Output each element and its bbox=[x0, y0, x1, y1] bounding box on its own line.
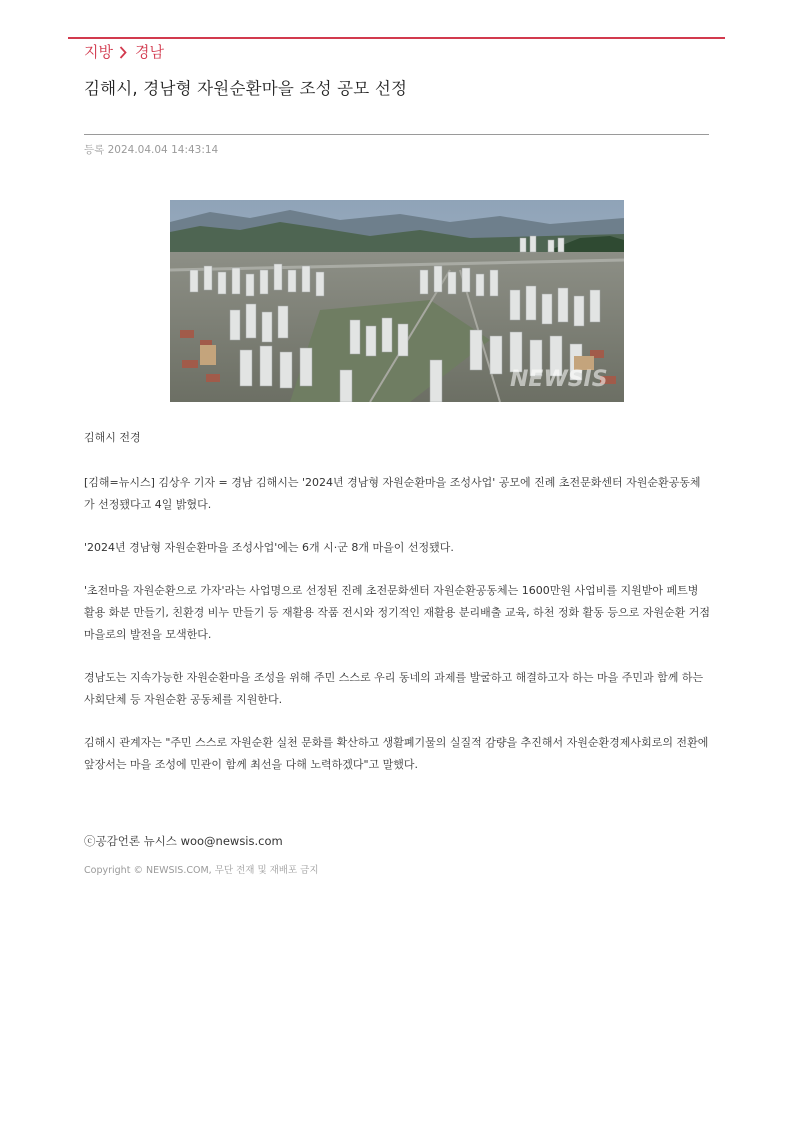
breadcrumb-subsection-link[interactable]: 경남 bbox=[134, 43, 164, 61]
article-paragraph: 김해시 관계자는 "주민 스스로 자원순환 실천 문화를 확산하고 생활폐기물의 실질적 감량을 추진해서 자원순환경제사회로의 전환에 앞장서는 마을 조성에 민관이 함께 최선을 다해 노력하겠다"고 말했다. bbox=[84, 736, 709, 771]
article-paragraph: '2024년 경남형 자원순환마을 조성사업'에는 6개 시·군 8개 마을이 선정됐다. bbox=[84, 541, 454, 554]
reporter-byline: ⓒ공감언론 뉴시스 woo@newsis.com bbox=[84, 834, 283, 848]
article-paragraph: 경남도는 지속가능한 자원순환마을 조성을 위해 주민 스스로 우리 동네의 과제를 발굴하고 해결하고자 하는 마을 주민과 함께 하는 사회단체 등 자원순환 공동체를 지원한다. bbox=[84, 671, 704, 706]
article-title: 김해시, 경남형 자원순환마을 조성 공모 선정 bbox=[84, 79, 408, 98]
watermark-text: NEWSIS bbox=[510, 367, 608, 392]
city-aerial-image bbox=[170, 200, 624, 402]
title-divider bbox=[84, 134, 709, 135]
breadcrumb-section-link[interactable]: 지방 bbox=[84, 43, 113, 61]
header-divider bbox=[68, 37, 725, 39]
article-paragraph: [김해=뉴시스] 김상우 기자 = 경남 김해시는 '2024년 경남형 자원순환마을 조성사업' 공모에 진례 초전문화센터 자원순환공동체가 선정됐다고 4일 밝혔다. bbox=[84, 476, 701, 511]
article-body bbox=[84, 472, 710, 797]
copyright-notice: Copyright © NEWSIS.COM, 무단 전재 및 재배포 금지 bbox=[84, 865, 319, 876]
article-photo[interactable] bbox=[170, 200, 624, 402]
photo-caption: 김해시 전경 bbox=[84, 431, 141, 444]
breadcrumb bbox=[84, 41, 164, 63]
article-paragraph: '초전마을 자원순환으로 가자'라는 사업명으로 선정된 진례 초전문화센터 자원순환공동체는 1600만원 사업비를 지원받아 페트병 활용 화분 만들기, 친환경 비누 만들기 등 재활용 작품 전시와 정기적인 재활용 분리배출 교육, 하천 정화 활동 등으로 자원순환 거점 마을로의 발전을 모색한다. bbox=[84, 584, 710, 641]
publish-date: 등록 2024.04.04 14:43:14 bbox=[84, 144, 219, 156]
chevron-right-icon bbox=[119, 46, 127, 59]
